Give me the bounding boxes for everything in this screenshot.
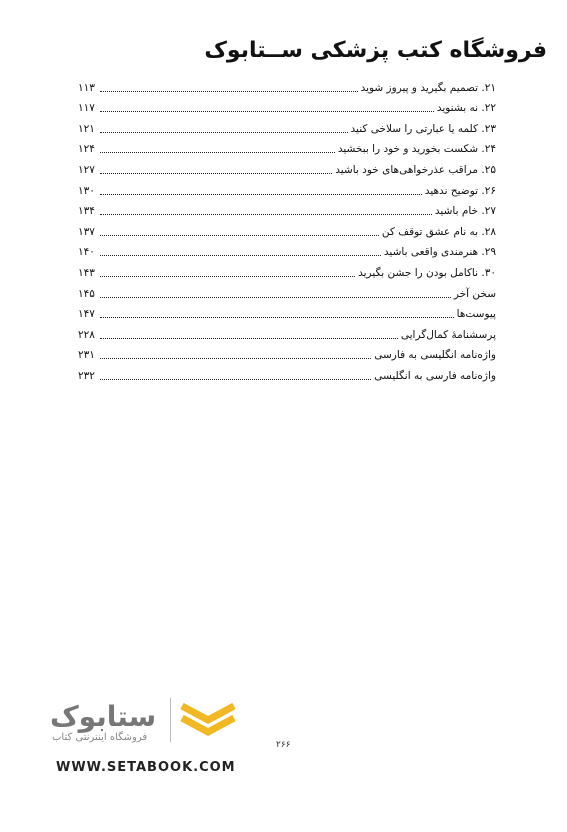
- dot-leader: [100, 151, 335, 153]
- toc-entry[interactable]: [78, 259, 496, 280]
- toc-entry[interactable]: [78, 156, 496, 177]
- toc-entry-title: ۲۶. توضیح ندهید: [424, 184, 496, 197]
- toc-entry[interactable]: [78, 301, 496, 322]
- dot-leader: [100, 316, 454, 318]
- dot-leader: [100, 193, 422, 195]
- dot-leader: [100, 357, 371, 359]
- toc-entry-page: ۱۴۵: [78, 287, 95, 300]
- toc-entry-page: ۱۱۳: [78, 81, 95, 94]
- toc-entry-title: ۲۱. تصمیم بگیرید و پیروز شوید: [360, 81, 496, 94]
- toc-entry-page: ۲۳۱: [78, 349, 95, 362]
- dot-leader: [100, 213, 432, 215]
- dot-leader: [100, 296, 451, 298]
- toc-entry[interactable]: [78, 115, 496, 136]
- toc-entry-page: ۲۲۸: [78, 328, 95, 341]
- toc-entry[interactable]: [78, 95, 496, 116]
- toc-entry-title: واژه‌نامه فارسی به انگلیسی: [374, 369, 496, 382]
- book-chevron-icon: [178, 700, 238, 744]
- toc-entry[interactable]: [78, 321, 496, 342]
- toc-entry[interactable]: [78, 239, 496, 260]
- toc-entry-page: ۱۲۷: [78, 163, 95, 176]
- toc-entry[interactable]: [78, 280, 496, 301]
- toc-entry-page: ۲۳۲: [78, 369, 95, 382]
- toc-entry[interactable]: [78, 218, 496, 239]
- toc-entry-title: ۲۵. مراقب عذرخواهی‌های خود باشید: [335, 163, 496, 176]
- toc-entry-page: ۱۳۰: [78, 184, 95, 197]
- toc-entry[interactable]: [78, 136, 496, 157]
- toc-entry-title: سخن آخر: [453, 287, 496, 300]
- toc-entry-title: واژه‌نامه انگلیسی به فارسی: [374, 349, 496, 362]
- dot-leader: [100, 131, 348, 133]
- page-number: ۲۶۶: [276, 740, 291, 750]
- toc-entry-title: ۲۳. کلمه یا عبارتی را سلاخی کنید: [350, 122, 496, 135]
- toc-entry[interactable]: [78, 74, 496, 95]
- toc-entry-title: ۲۲. نه بشنوید: [436, 102, 496, 115]
- toc-entry[interactable]: [78, 342, 496, 363]
- toc-entry-page: ۱۱۷: [78, 102, 95, 115]
- setabook-logo: [46, 692, 246, 782]
- dot-leader: [100, 234, 379, 236]
- dot-leader: [100, 378, 371, 380]
- toc-entry-title: ۲۸. به نام عشق توقف کن: [381, 225, 496, 238]
- toc-entry-title: پرسشنامهٔ کمال‌گرایی: [400, 328, 496, 341]
- dot-leader: [100, 254, 381, 256]
- logo-divider: [170, 698, 171, 742]
- toc-entry-page: ۱۲۱: [78, 122, 95, 135]
- toc-entry-page: ۱۴۰: [78, 246, 95, 259]
- toc-entry-title: ۲۷. خام باشید: [434, 205, 496, 218]
- toc-entry-page: ۱۴۷: [78, 308, 95, 321]
- toc-entry-page: ۱۳۷: [78, 225, 95, 238]
- logo-wordmark: ستابوک: [50, 700, 157, 733]
- toc-entry[interactable]: [78, 177, 496, 198]
- toc-entry[interactable]: [78, 198, 496, 219]
- dot-leader: [100, 172, 332, 174]
- toc-entry-title: ۲۹. هنرمندی واقعی باشید: [383, 246, 496, 259]
- toc-entry-title: ۳۰. ناکامل بودن را جشن بگیرید: [358, 266, 496, 279]
- dot-leader: [100, 90, 358, 92]
- toc-entry-page: ۱۳۴: [78, 205, 95, 218]
- toc-entry[interactable]: [78, 362, 496, 383]
- page-title: فروشگاه کتب پزشکی ســتابوک: [204, 38, 547, 63]
- toc-entry-page: ۱۴۳: [78, 266, 95, 279]
- website-url[interactable]: WWW.SETABOOK.COM: [56, 760, 236, 775]
- dot-leader: [100, 275, 355, 277]
- toc-entry-title: ۲۴. شکست بخورید و خود را ببخشید: [337, 143, 496, 156]
- dot-leader: [100, 337, 398, 339]
- dot-leader: [100, 110, 434, 112]
- logo-tagline: فروشگاه اینترنتی کتاب: [52, 732, 148, 743]
- toc-entry-title: پیوست‌ها: [456, 308, 496, 321]
- toc-entry-page: ۱۲۴: [78, 143, 95, 156]
- table-of-contents: [78, 74, 496, 383]
